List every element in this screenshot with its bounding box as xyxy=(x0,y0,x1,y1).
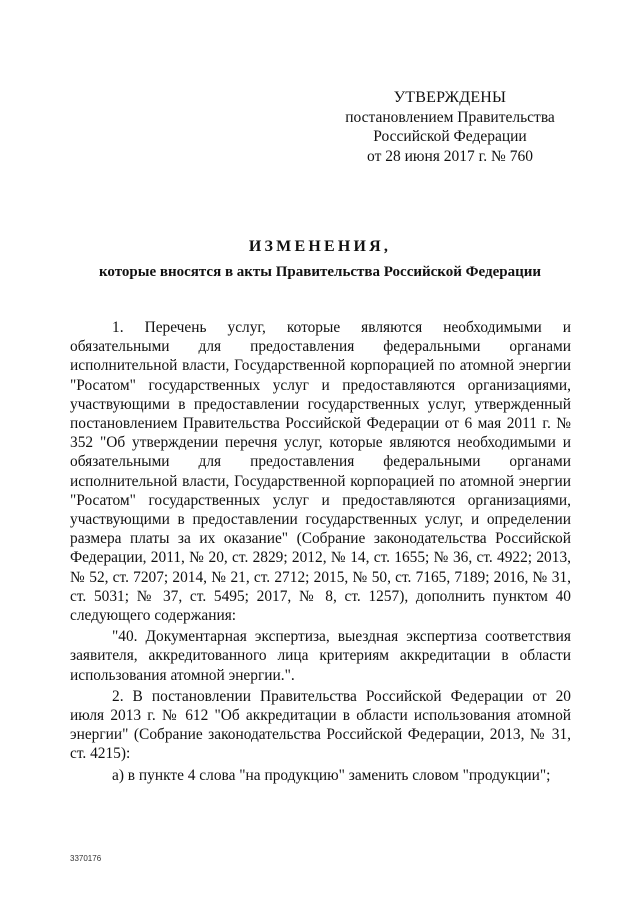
paragraph-4: а) в пункте 4 слова "на продукцию" заменить словом "продукции"; xyxy=(112,766,551,784)
document-title: ИЗМЕНЕНИЯ, xyxy=(248,238,392,255)
document-code: 3370176 xyxy=(70,854,102,863)
paragraph-2: "40. Документарная экспертиза, выездная экспертиза соответствия заявителя, аккредитованного лица критериям аккредитации в области использования атомной энергии.". xyxy=(70,628,571,684)
approval-stamp-block xyxy=(330,88,570,166)
approval-line-3: от 28 июня 2017 г. № 760 xyxy=(367,147,533,165)
document-subtitle: которые вносятся в акты Правительства Российской Федерации xyxy=(98,264,542,280)
approval-line-1: постановлением Правительства xyxy=(345,108,555,126)
approval-title: УТВЕРЖДЕНЫ xyxy=(393,89,507,106)
approval-line-2: Российской Федерации xyxy=(373,128,527,145)
document-body xyxy=(70,318,571,785)
paragraph-3: 2. В постановлении Правительства Российской Федерации от 20 июля 2013 г. № 612 "Об аккредитации в области использования атомной энергии" (Собрание законодательства Российской Федерации, 2013, № 31, ст. 4215): xyxy=(70,687,571,763)
paragraph-1: 1. Перечень услуг, которые являются необходимыми и обязательными для предоставления федеральными органами исполнительной власти, Государственной корпорацией по атомной энергии "Росатом" государственных услуг и предоставляются организациями, участвующими в предоставлении государственных услуг, утвержденный постановлением Правительства Российской Федерации от 6 мая 2011 г. № 352 "Об утверждении перечня услуг, которые являются необходимыми и обязательными для предоставления федеральными органами исполнительной власти, Государственной корпорацией по атомной энергии "Росатом" государственных услуг и предоставляются организациями, участвующими в предоставлении государственных услуг, и определении размера платы за их оказание" (Собрание законодательства Российской Федерации, 2011, № 20, ст. 2829; 2012, № 14, ст. 1655; № 36, ст. 4922; 2013, № 52, ст. 7207; 2014, № 21, ст. 2712; 2015, № 50, ст. 7165, 7189; 2016, № 31, ст. 5031; № 37, ст. 5495; 2017, № 8, ст. 1257), дополнить пунктом 40 следующего содержания: xyxy=(70,319,571,625)
